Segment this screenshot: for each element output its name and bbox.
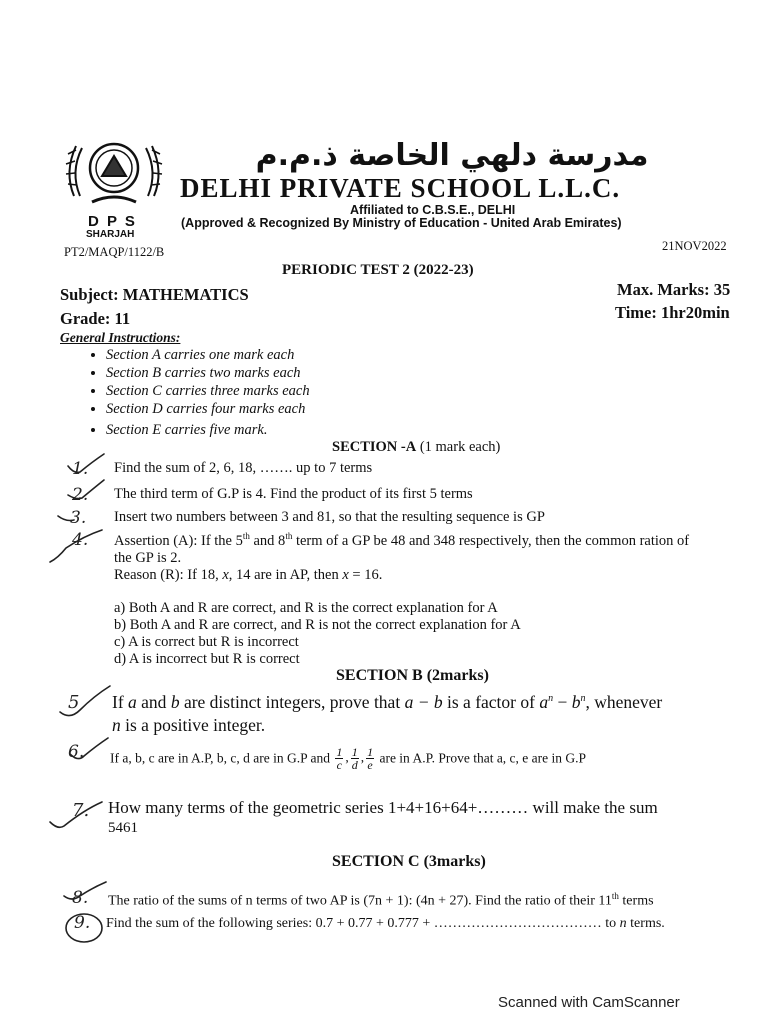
recognition: (Approved & Recognized By Ministry of Education - United Arab Emirates): [181, 216, 622, 230]
paper-code: PT2/MAQP/1122/B: [64, 245, 165, 259]
q5-text: , whenever: [585, 692, 663, 712]
variable-x: x: [342, 567, 349, 583]
variable-a: a: [539, 692, 549, 712]
reason-text-b: , 14 are in AP, then: [228, 567, 343, 583]
instruction-item: • Section D carries four marks each: [106, 400, 310, 418]
max-marks: Max. Marks: 35: [617, 280, 731, 299]
fraction: $\frac{1}{c}$: [336, 745, 343, 772]
school-name-arabic: مدرسة دلهي الخاصة ذ.م.م: [255, 138, 649, 173]
option-a: a) Both A and R are correct, and R is the correct explanation for A: [114, 600, 498, 616]
instructions-list: [84, 346, 310, 439]
variable-b: b: [170, 692, 180, 712]
assertion-text-b: and 8: [249, 532, 286, 549]
question-5-line2: [112, 715, 265, 736]
fraction: $\frac{1}{d}$: [351, 745, 358, 772]
question-4-assertion: [114, 531, 689, 550]
instruction-item: • Section B carries two marks each: [106, 364, 310, 382]
question-number: 8.: [72, 888, 89, 908]
variable-a: a: [128, 692, 137, 712]
question-4-reason: [114, 567, 382, 584]
minus: −: [553, 692, 572, 712]
option-c: c) A is correct but R is incorrect: [114, 634, 299, 650]
q9-text: Find the sum of the following series: 0.7 + 0.77 + 0.777 + ……………………………… to: [106, 916, 620, 931]
option-b: b) Both A and R are correct, and R is not the correct explanation for A: [114, 617, 521, 633]
instruction-item: • Section E carries five mark.: [106, 421, 310, 439]
question-2: The third term of G.P is 4. Find the product of its first 5 terms: [114, 486, 473, 502]
fraction: $\frac{1}{e}$: [367, 745, 374, 772]
q5-text: and: [136, 692, 171, 712]
logo-abbreviation: D P S: [88, 213, 137, 230]
q9-text: terms.: [626, 916, 665, 931]
q8-text: terms: [618, 893, 654, 909]
section-a-heading: [332, 439, 500, 456]
q5-text: is a positive integer.: [120, 715, 266, 735]
assertion-text-c: term of a GP be 48 and 348 respectively, then the common ration of: [292, 532, 690, 549]
superscript: th: [242, 531, 250, 541]
q5-text: is a factor of: [442, 692, 540, 712]
affiliation: Affiliated to C.B.S.E., DELHI: [350, 203, 516, 217]
question-number: 5: [68, 692, 80, 713]
q5-text: If: [112, 692, 129, 712]
q5-text: are distinct integers, prove that: [179, 692, 405, 712]
reason-text-a: Reason (R): If 18,: [114, 567, 223, 583]
instruction-item: • Section C carries three marks each: [106, 382, 310, 400]
section-a-title: SECTION -A: [332, 439, 417, 455]
question-number: 6.: [68, 742, 85, 762]
handwritten-marks: [40, 450, 120, 950]
instruction-item: • Section A carries one mark each: [106, 346, 310, 364]
superscript: th: [285, 531, 293, 541]
question-number: 4.: [72, 530, 89, 550]
question-6: If a, b, c are in A.P, b, c, d are in G.P and $\frac{1}{c}$ , $\frac{1}{d}$ , $\frac{1}{e}$ are in A.P. Prove that a, c, e are in G.P: [110, 745, 587, 772]
question-5: [112, 692, 662, 713]
question-number: 7.: [72, 800, 90, 821]
exam-title: PERIODIC TEST 2 (2022-23): [282, 262, 474, 278]
question-number: 2.: [72, 485, 89, 505]
question-9: [106, 916, 665, 932]
school-logo: [62, 132, 166, 210]
variable-b: b: [571, 692, 581, 712]
question-4-options: [114, 600, 521, 668]
question-1: Find the sum of 2, 6, 18, ……. up to 7 terms: [114, 460, 373, 476]
reason-text-c: = 16.: [348, 567, 383, 583]
variable-x: x: [222, 567, 229, 583]
question-7: How many terms of the geometric series 1+4+16+64+……… will make the sum: [108, 798, 658, 817]
q8-text: The ratio of the sums of n terms of two AP is (7n + 1): (4n + 27). Find the ratio of their 11: [108, 893, 612, 909]
logo-city: SHARJAH: [86, 229, 135, 240]
q6-text: If a, b, c are in A.P, b, c, d are in G.P and: [110, 750, 334, 766]
question-7-line2: 5461: [108, 820, 138, 836]
q6-text: are in A.P. Prove that a, c, e are in G.P: [376, 750, 587, 766]
expression: a − b: [404, 692, 443, 712]
question-8: [108, 891, 654, 910]
section-b-heading: SECTION B (2marks): [336, 667, 489, 684]
grade: Grade: 11: [60, 309, 131, 328]
superscript: n: [548, 693, 554, 705]
exam-date: 21NOV2022: [662, 239, 727, 253]
variable-n: n: [112, 715, 121, 735]
question-4-assertion-line2: the GP is 2.: [114, 550, 182, 566]
assertion-text-a: Assertion (A): If the 5: [114, 532, 243, 549]
school-name: DELHI PRIVATE SCHOOL L.L.C.: [180, 173, 621, 203]
option-d: d) A is incorrect but R is correct: [114, 651, 300, 667]
superscript: n: [580, 693, 586, 705]
question-number: 9.: [74, 913, 91, 933]
scanner-watermark: Scanned with CamScanner: [498, 994, 680, 1011]
section-a-marks: (1 mark each): [419, 439, 501, 455]
time-allowed: Time: 1hr20min: [615, 303, 730, 322]
variable-n: n: [619, 916, 627, 931]
subject: Subject: MATHEMATICS: [60, 285, 249, 304]
section-c-heading: SECTION C (3marks): [332, 853, 486, 870]
question-number: 3.: [70, 508, 87, 528]
question-number: 1.: [72, 459, 89, 479]
instructions-heading: General Instructions:: [60, 330, 181, 345]
question-3: Insert two numbers between 3 and 81, so that the resulting sequence is GP: [114, 509, 545, 525]
superscript: th: [611, 891, 619, 901]
